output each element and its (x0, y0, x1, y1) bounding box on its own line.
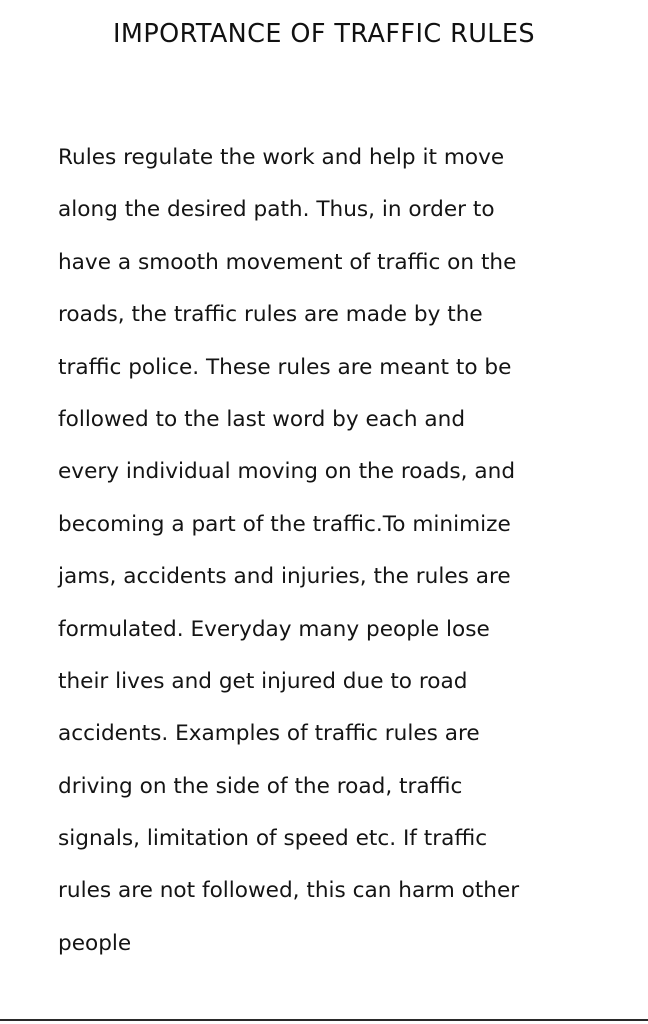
body-paragraph (58, 132, 618, 970)
paragraph-line: people (58, 930, 132, 956)
paragraph-line: driving on the side of the road, traffic (58, 773, 463, 799)
paragraph-line: their lives and get injured due to road (58, 668, 468, 694)
paragraph-line: rules are not followed, this can harm other (58, 878, 520, 904)
paragraph-line: along the desired path. Thus, in order to (58, 197, 495, 223)
bottom-divider (0, 1019, 648, 1021)
paragraph-line: roads, the traffic rules are made by the (58, 302, 483, 328)
paragraph-line: signals, limitation of speed etc. If traffic (58, 826, 488, 852)
paragraph-line: formulated. Everyday many people lose (58, 616, 490, 642)
paragraph-line: jams, accidents and injuries, the rules are (58, 564, 511, 590)
page-title: IMPORTANCE OF TRAFFIC RULES (113, 19, 535, 49)
paragraph-line: traffic police. These rules are meant to be (58, 354, 512, 380)
paragraph-line: followed to the last word by each and (58, 406, 466, 432)
paragraph-line: every individual moving on the roads, and (58, 459, 516, 485)
paragraph-line: becoming a part of the traffic.To minimize (58, 511, 511, 537)
paragraph-line: Rules regulate the work and help it move (58, 145, 505, 170)
paragraph-line: have a smooth movement of traffic on the (58, 249, 517, 275)
paragraph-line: accidents. Examples of traffic rules are (58, 721, 480, 747)
